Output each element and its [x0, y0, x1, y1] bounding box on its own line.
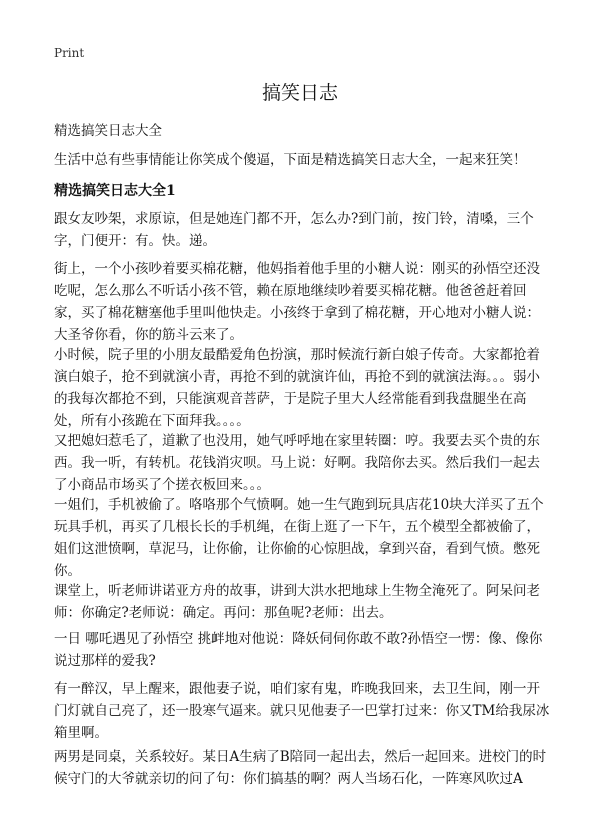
paragraph: 两男是同桌，关系较好。某日A生病了B陪同一起出去，然后一起回来。进校门的时候守门的大爷就亲切的问了句：你们搞基的啊？两人当场石化，一阵寒风吹过A — [54, 749, 547, 787]
paragraph: 又把媳妇惹毛了，道歉了也没用，她气呼呼地在家里转圈：哼。我要去买个贵的东西。我一听，有转机。花钱消灾呗。马上说：好啊。我陪你去买。然后我们一起去了小商品市场买了个搓衣板回来。。。 — [54, 433, 540, 493]
paragraph: 课堂上，听老师讲诺亚方舟的故事，讲到大洪水把地球上生物全淹死了。阿呆问老师：你确定?老师说：确定。再问：那鱼呢?老师：出去。 — [54, 583, 540, 621]
paragraph: 小时候，院子里的小朋友最酷爱角色扮演，那时候流行新白娘子传奇。大家都抢着演白娘子，抢不到就演小青，再抢不到的就演许仙，再抢不到的就演法海。。。弱小的我每次都抢不到，只能演观音菩萨，于是院子里大人经常能看到我盘腿坐在高处，所有小孩跪在下面拜我。。。。 — [54, 347, 540, 429]
print-link[interactable]: Print — [54, 46, 85, 60]
subtitle: 精选搞笑日志大全 — [54, 123, 162, 139]
page-title: 搞笑日志 — [261, 82, 338, 104]
paragraph: 街上，一个小孩吵着要买棉花糖，他妈指着他手里的小糖人说：刚买的孙悟空还没吃呢，怎么那么不听话小孩不管，赖在原地继续吵着要买棉花糖。他爸爸赶着回家，买了棉花糖塞他手里叫他快走。小孩终于拿到了棉花糖，开心地对小糖人说：大圣爷你看，你的筋斗云来了。 — [54, 261, 540, 343]
section-heading: 精选搞笑日志大全1 — [54, 183, 176, 199]
intro-paragraph: 生活中总有些事情能让你笑成个傻逼，下面是精选搞笑日志大全，一起来狂笑！ — [54, 152, 527, 168]
paragraph: 有一醉汉，早上醒来，跟他妻子说，咱们家有鬼，昨晚我回来，去卫生间，刚一开门灯就自己亮了，还一股寒气逼来。就只见他妻子一巴掌打过来：你又TM给我尿冰箱里啊。 — [54, 681, 550, 741]
paragraph: 一日 哪吒遇见了孙悟空 挑衅地对他说：降妖伺伺你敢不敢?孙悟空一愣：像、像你说过那样的爱我? — [54, 631, 543, 669]
paragraph: 一姐们，手机被偷了。咯咯那个气愤啊。她一生气跑到玩具店花10块大洋买了五个玩具手机，再买了几根长长的手机绳，在街上逛了一下午，五个模型全都被偷了，姐们这泄愤啊，草泥马，让你偷，让你偷的心惊胆战，拿到兴奋，看到气愤。憋死你。 — [54, 497, 544, 579]
paragraph: 跟女友吵架，求原谅，但是她连门都不开，怎么办?到门前，按门铃，清嗓，三个字，门便开：有。快。递。 — [54, 211, 534, 249]
